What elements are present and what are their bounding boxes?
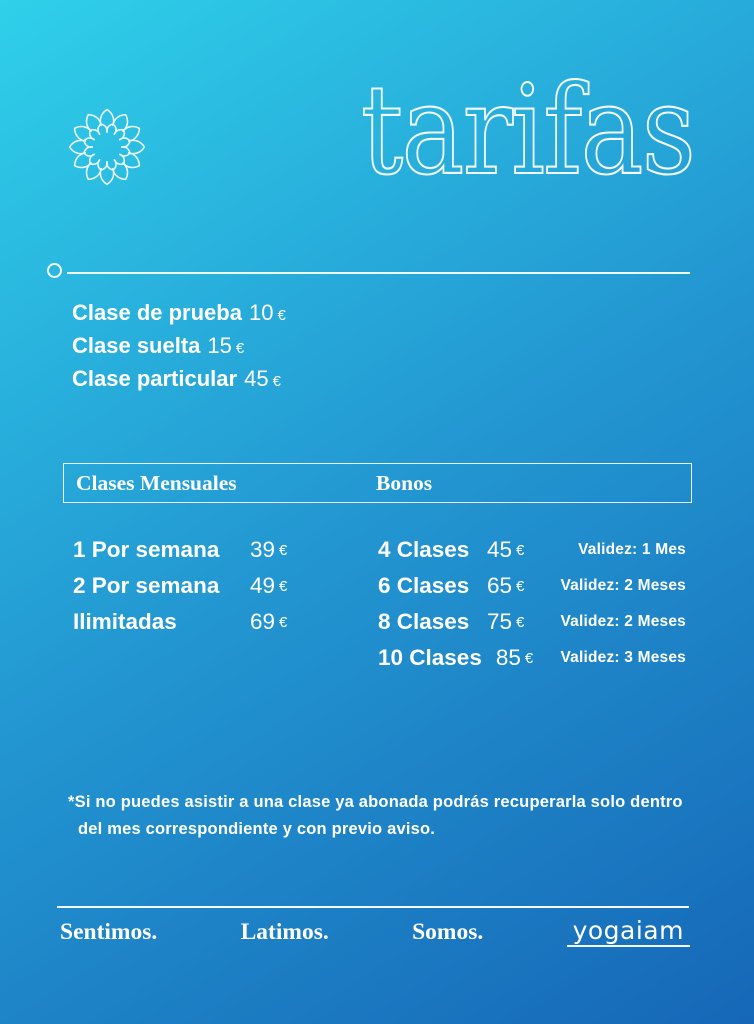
lotus-mandala-icon — [64, 104, 150, 190]
pack-price: 65 — [487, 573, 513, 598]
euro-symbol: € — [279, 577, 288, 595]
euro-symbol: € — [279, 541, 288, 559]
euro-symbol: € — [516, 613, 525, 631]
validity-note: Validez: 2 Meses — [560, 577, 686, 594]
separator-line — [67, 272, 690, 274]
validity-note: Validez: 2 Meses — [560, 613, 686, 630]
plan-price: 69 — [250, 609, 276, 634]
table-row — [378, 604, 686, 640]
pack-label: 4 Clases — [378, 537, 470, 562]
page-title: tarifas — [360, 59, 694, 203]
column-header-bonos: Bonos — [376, 470, 433, 495]
euro-symbol: € — [516, 541, 525, 559]
plan-label: 1 Por semana — [73, 537, 220, 562]
validity-note: Validez: 1 Mes — [578, 541, 686, 558]
pack-label: 10 Clases — [378, 645, 482, 670]
price-row — [72, 296, 286, 329]
pack-price: 85 — [495, 645, 521, 670]
footer-divider — [57, 906, 689, 908]
plan-price: 49 — [250, 573, 276, 598]
plan-price: 39 — [250, 537, 276, 562]
euro-symbol: € — [279, 613, 288, 631]
price-label: Clase suelta — [72, 333, 201, 358]
class-packs-column — [378, 532, 686, 676]
table-row — [378, 532, 686, 568]
table-row — [378, 568, 686, 604]
pricing-table-header — [63, 463, 692, 503]
price-value: 45 — [244, 366, 269, 391]
price-label: Clase de prueba — [72, 300, 242, 325]
price-label: Clase particular — [72, 366, 238, 391]
table-row — [73, 532, 287, 568]
table-row — [378, 640, 686, 676]
euro-symbol: € — [524, 649, 534, 667]
pack-price: 75 — [487, 609, 513, 634]
plan-label: Ilimitadas — [73, 609, 177, 634]
price-value: 10 — [248, 300, 274, 325]
cancellation-policy-note — [68, 789, 683, 843]
footer-word-latimos: Latimos. — [240, 919, 329, 945]
price-row — [72, 362, 286, 395]
euro-symbol: € — [516, 577, 525, 595]
validity-note: Validez: 3 Meses — [560, 649, 686, 666]
footnote-line: *Si no puedes asistir a una clase ya abonada podrás recuperarla solo dentro — [68, 793, 683, 811]
table-row — [73, 604, 287, 640]
euro-symbol: € — [277, 307, 286, 324]
pack-price: 45 — [487, 537, 513, 562]
table-row — [73, 568, 287, 604]
yogaiam-logo: yogaiam — [567, 918, 690, 947]
euro-symbol: € — [235, 340, 245, 357]
pack-label: 8 Clases — [378, 609, 470, 634]
pack-label: 6 Clases — [378, 573, 470, 598]
monthly-plans-column — [73, 532, 287, 640]
footnote-line: del mes correspondiente y con previo aviso. — [78, 820, 436, 838]
price-row — [72, 329, 286, 362]
price-value: 15 — [207, 333, 232, 358]
column-header-mensuales: Clases Mensuales — [76, 470, 237, 495]
single-class-prices — [72, 296, 286, 395]
footer-word-somos: Somos. — [412, 919, 484, 945]
euro-symbol: € — [272, 373, 281, 390]
footer — [60, 918, 690, 947]
plan-label: 2 Por semana — [73, 573, 220, 598]
footer-word-sentimos: Sentimos. — [60, 919, 158, 945]
separator-circle-ornament — [47, 263, 62, 278]
